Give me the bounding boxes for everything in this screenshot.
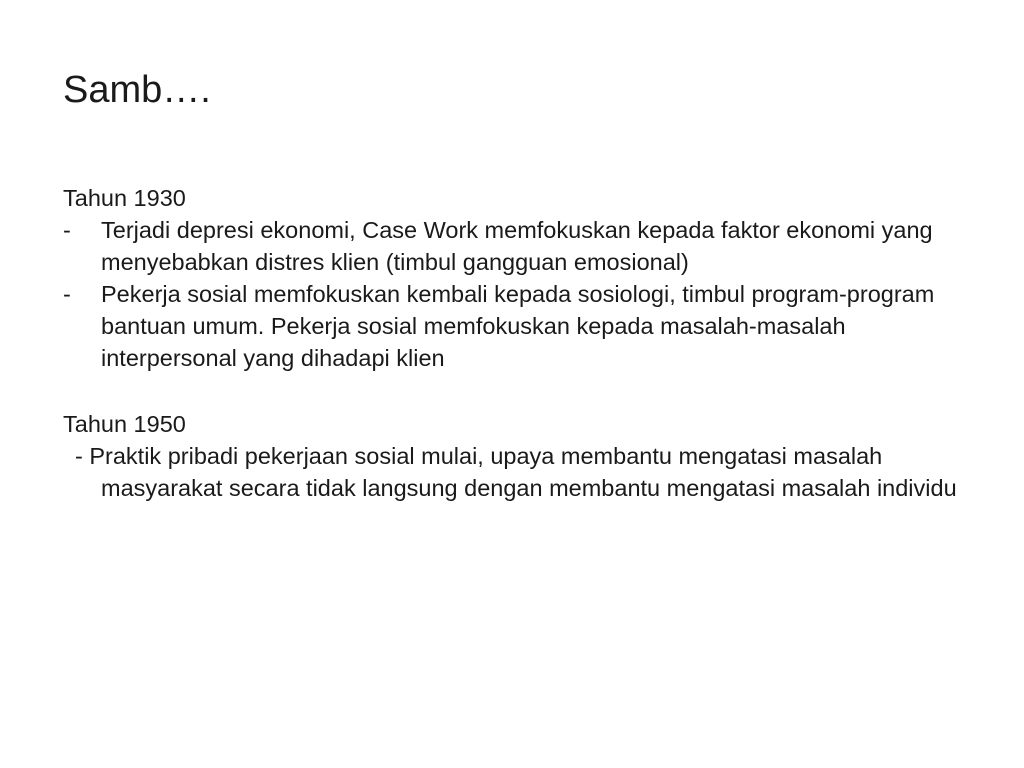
bullet-text: Terjadi depresi ekonomi, Case Work memfokuskan kepada faktor ekonomi yang menyebabkan distres klien (timbul gangguan emosional) — [101, 217, 933, 275]
slide-content — [63, 182, 963, 504]
dash-marker: - — [75, 443, 83, 469]
bullet-lead — [75, 443, 89, 469]
bullet-item — [63, 278, 963, 374]
dash-marker: - — [63, 281, 71, 307]
section-heading: Tahun 1930 — [63, 185, 186, 211]
bullet-text: Pekerja sosial memfokuskan kembali kepada sosiologi, timbul program-program bantuan umum. Pekerja sosial memfokuskan kepada masalah-masalah interpersonal yang dihadapi klien — [101, 281, 935, 371]
bullet-item — [63, 440, 963, 504]
slide-title: Samb…. — [63, 69, 211, 111]
bullet-list — [63, 214, 963, 374]
bullet-text: Praktik pribadi pekerjaan sosial mulai, upaya membantu mengatasi masalah masyarakat secara tidak langsung dengan membantu mengatasi masalah individu — [89, 443, 957, 501]
dash-marker: - — [63, 217, 71, 243]
section-1930 — [63, 182, 963, 374]
bullet-item — [63, 214, 963, 278]
section-1950 — [63, 408, 963, 504]
section-heading: Tahun 1950 — [63, 411, 186, 437]
bullet-list — [63, 440, 963, 504]
